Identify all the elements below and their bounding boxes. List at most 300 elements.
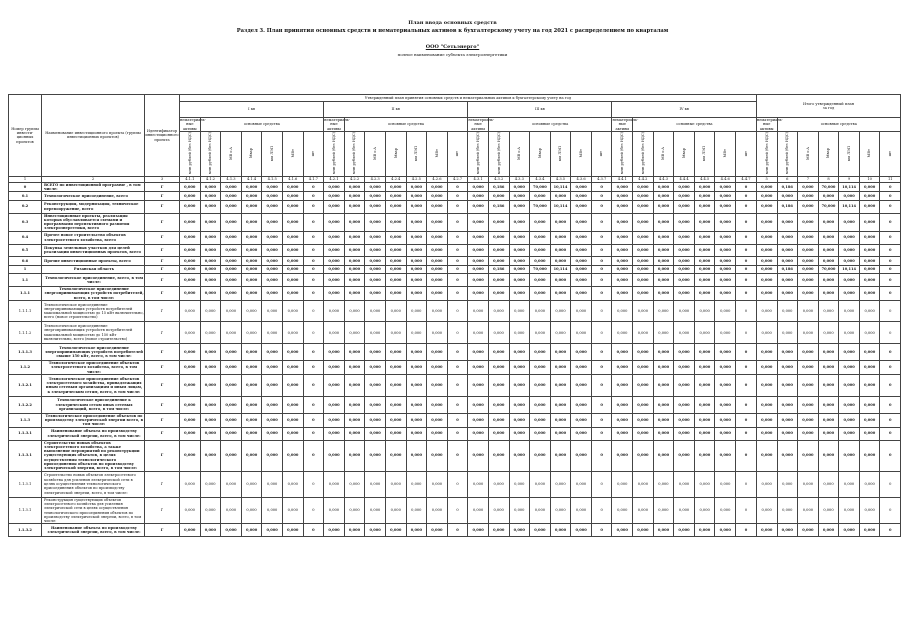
header-unit-cell — [653, 132, 674, 177]
row-value: 0,000 — [468, 265, 489, 273]
row-value: 0,000 — [571, 231, 592, 244]
row-value: 10,114 — [550, 200, 571, 213]
row-value: 0,000 — [282, 257, 303, 265]
row-value: 0,000 — [653, 524, 674, 537]
row-value: 0,000 — [674, 413, 695, 427]
header-fixed-assets: основные средства — [344, 118, 468, 132]
row-value: 0 — [736, 274, 757, 287]
column-number: 4.4.4 — [674, 176, 695, 182]
header-unit-cell — [406, 132, 427, 177]
row-value: 0,000 — [653, 300, 674, 322]
row-value: 0,000 — [859, 497, 880, 524]
row-value: 0,000 — [385, 300, 406, 322]
row-value: 0,000 — [653, 274, 674, 287]
row-value: 0,186 — [488, 265, 509, 273]
row-value: 0,000 — [633, 300, 654, 322]
row-value: 0,000 — [756, 396, 777, 413]
row-value: 0 — [591, 244, 612, 257]
row-value: 0,000 — [530, 322, 551, 344]
row-value: 0,000 — [488, 213, 509, 231]
row-value: 0,000 — [427, 344, 448, 361]
row-value: 0,000 — [530, 274, 551, 287]
row-value: 0,000 — [200, 300, 221, 322]
row-value: 0,000 — [509, 344, 530, 361]
row-value: 0,000 — [777, 213, 798, 231]
row-value: 0,000 — [488, 192, 509, 200]
row-value: 0 — [591, 440, 612, 471]
row-value: 0 — [880, 244, 901, 257]
row-value: 0,000 — [798, 300, 819, 322]
row-value: 0,000 — [839, 524, 860, 537]
row-value: 0,000 — [344, 244, 365, 257]
row-value: 0,000 — [262, 440, 283, 471]
table-body — [9, 182, 901, 536]
header-unit-label: млн рублей (без НДС) — [785, 132, 790, 175]
row-value: 0,000 — [674, 274, 695, 287]
row-value: 0,000 — [488, 361, 509, 375]
row-value: 0,000 — [818, 361, 839, 375]
row-value: 0,000 — [324, 231, 345, 244]
column-number: 4.3.1 — [468, 176, 489, 182]
row-value: 0,000 — [221, 213, 242, 231]
header-fixed-assets: основные средства — [200, 118, 324, 132]
row-value: 0,000 — [839, 396, 860, 413]
row-value: 0,000 — [344, 361, 365, 375]
row-value: 0,000 — [488, 257, 509, 265]
table-row — [9, 440, 901, 471]
row-project-id: Г — [145, 213, 180, 231]
row-value: 0,000 — [344, 344, 365, 361]
row-value: 0,000 — [653, 322, 674, 344]
table-row — [9, 300, 901, 322]
row-value: 0,000 — [509, 257, 530, 265]
header-unit-label: млн рублей (без НДС) — [640, 132, 645, 175]
row-value: 0,000 — [653, 182, 674, 192]
row-value: 0,000 — [324, 286, 345, 300]
row-value: 0 — [303, 286, 324, 300]
header-unit-cell — [282, 132, 303, 177]
row-value: 0,000 — [365, 244, 386, 257]
table-row — [9, 375, 901, 397]
table-row — [9, 192, 901, 200]
row-value: 0,000 — [406, 361, 427, 375]
row-value: 0,000 — [324, 322, 345, 344]
row-value: 0,000 — [324, 274, 345, 287]
row-value: 0,000 — [282, 286, 303, 300]
row-value: 0 — [736, 300, 757, 322]
row-project-name: Рязанская область — [42, 265, 145, 273]
row-value: 0,000 — [612, 396, 633, 413]
row-value: 0,000 — [550, 300, 571, 322]
row-value: 0,000 — [468, 257, 489, 265]
row-value: 0,000 — [756, 200, 777, 213]
row-value: 0,000 — [839, 231, 860, 244]
row-value: 0,000 — [633, 213, 654, 231]
row-value: 0,000 — [530, 440, 551, 471]
column-number: 4.4.6 — [715, 176, 736, 182]
row-value: 0,000 — [509, 182, 530, 192]
row-value: 0,000 — [530, 375, 551, 397]
row-value: 0,000 — [324, 200, 345, 213]
row-value: 0,000 — [612, 413, 633, 427]
row-value: 0,000 — [777, 427, 798, 440]
column-number: 4.1.1 — [180, 176, 201, 182]
header-group-number: Номер группы инвести-ционных проектов — [9, 95, 42, 177]
row-value: 0,000 — [427, 322, 448, 344]
row-value: 0,000 — [633, 286, 654, 300]
row-project-name: Прочие инвестиционные проекты, всего — [42, 257, 145, 265]
row-value: 0 — [880, 274, 901, 287]
row-value: 0,000 — [282, 192, 303, 200]
row-value: 0 — [880, 524, 901, 537]
row-value: 0,000 — [385, 427, 406, 440]
row-value: 0,000 — [365, 300, 386, 322]
row-value: 0,000 — [550, 322, 571, 344]
row-value: 0,000 — [241, 274, 262, 287]
row-value: 0,000 — [571, 274, 592, 287]
row-value: 0,000 — [200, 274, 221, 287]
header-unit-label: млн рублей (без НДС) — [208, 132, 213, 175]
column-number: 11 — [880, 176, 901, 182]
row-value: 0 — [447, 344, 468, 361]
row-value: 0,000 — [798, 524, 819, 537]
row-value: 0,000 — [262, 497, 283, 524]
row-value: 0 — [736, 322, 757, 344]
row-value: 70,000 — [818, 182, 839, 192]
row-value: 0,000 — [262, 413, 283, 427]
row-value: 0,000 — [633, 361, 654, 375]
row-value: 0,000 — [241, 300, 262, 322]
row-value: 0,000 — [344, 265, 365, 273]
row-value: 0,000 — [180, 265, 201, 273]
row-value: 0,000 — [385, 231, 406, 244]
row-value: 0,000 — [530, 213, 551, 231]
row-value: 0,000 — [694, 265, 715, 273]
header-unit-label: млн рублей (без НДС) — [475, 132, 480, 175]
row-project-id: Г — [145, 440, 180, 471]
row-value: 0,000 — [550, 244, 571, 257]
row-value: 0,000 — [344, 300, 365, 322]
row-value: 0,000 — [406, 192, 427, 200]
row-value: 0,000 — [839, 375, 860, 397]
row-value: 0,000 — [694, 375, 715, 397]
row-value: 0,000 — [715, 396, 736, 413]
row-value: 0 — [880, 396, 901, 413]
row-value: 0,000 — [365, 361, 386, 375]
row-value: 0,000 — [798, 471, 819, 497]
row-value: 0,000 — [488, 497, 509, 524]
row-project-id: Г — [145, 192, 180, 200]
row-value: 0,000 — [241, 375, 262, 397]
row-value: 0,000 — [674, 375, 695, 397]
row-value: 0,000 — [406, 244, 427, 257]
column-number: 4.3.7 — [591, 176, 612, 182]
column-number: 8 — [818, 176, 839, 182]
row-value: 0 — [303, 257, 324, 265]
column-number: 5 — [756, 176, 777, 182]
row-value: 0,000 — [777, 497, 798, 524]
organization-name: ООО "Сетьэнерго" — [425, 44, 480, 50]
row-value: 0,000 — [468, 322, 489, 344]
row-value: 0,000 — [612, 265, 633, 273]
row-value: 0,000 — [324, 524, 345, 537]
row-project-name: Технологическое присоединение энергопринимающих устройств потребителей свыше 150 кВт, всего, в том числе: — [42, 344, 145, 361]
row-value: 0 — [880, 192, 901, 200]
row-value: 0,000 — [633, 497, 654, 524]
row-value: 0,000 — [509, 396, 530, 413]
header-quarter-4: IV кв — [612, 102, 756, 118]
header-unit-label: млн рублей (без НДС) — [620, 132, 625, 175]
row-value: 0,000 — [241, 497, 262, 524]
row-value: 0,000 — [653, 440, 674, 471]
row-value: 0 — [303, 344, 324, 361]
table-row — [9, 244, 901, 257]
row-value: 0,000 — [653, 265, 674, 273]
row-value: 0,000 — [818, 440, 839, 471]
row-value: 0,000 — [571, 344, 592, 361]
row-value: 0,000 — [262, 231, 283, 244]
column-number: 10 — [859, 176, 880, 182]
row-value: 0,000 — [180, 192, 201, 200]
row-value: 0,000 — [818, 244, 839, 257]
row-project-name: Покупка земельных участков для целей реализации инвестиционных проектов, всего — [42, 244, 145, 257]
row-group-number: 1.1.3.2 — [9, 524, 42, 537]
row-value: 0,000 — [694, 182, 715, 192]
row-value: 0 — [591, 257, 612, 265]
row-project-name: Реконструкция, модернизация, техническое перевооружение, всего — [42, 200, 145, 213]
row-value: 0,000 — [818, 213, 839, 231]
row-value: 0 — [591, 413, 612, 427]
row-value: 0,000 — [612, 213, 633, 231]
row-value: 0,000 — [859, 244, 880, 257]
row-value: 0,000 — [859, 440, 880, 471]
row-value: 0 — [880, 286, 901, 300]
row-value: 0,000 — [839, 300, 860, 322]
row-value: 0 — [447, 257, 468, 265]
row-value: 0,000 — [324, 361, 345, 375]
document-title: План ввода основных средств — [408, 20, 497, 26]
row-value: 0,000 — [241, 213, 262, 231]
header-unit-label: шт — [599, 150, 604, 156]
row-value: 0,000 — [180, 182, 201, 192]
row-value: 70,000 — [530, 200, 551, 213]
row-value: 0,000 — [180, 524, 201, 537]
table-row — [9, 427, 901, 440]
row-value: 0,000 — [365, 344, 386, 361]
row-value: 0 — [591, 344, 612, 361]
row-value: 0,000 — [488, 274, 509, 287]
row-value: 0,000 — [530, 244, 551, 257]
row-value: 0,000 — [859, 396, 880, 413]
header-unit-cell — [303, 132, 324, 177]
row-value: 0,000 — [324, 497, 345, 524]
header-unit-cell — [571, 132, 592, 177]
row-value: 0,000 — [530, 427, 551, 440]
row-value: 0,000 — [612, 375, 633, 397]
row-value: 0,000 — [241, 192, 262, 200]
row-value: 0,000 — [798, 413, 819, 427]
row-value: 0 — [880, 200, 901, 213]
row-value: 0,000 — [282, 244, 303, 257]
row-value: 0,000 — [571, 182, 592, 192]
row-group-number: 1.1.3.1 — [9, 440, 42, 471]
row-value: 0,000 — [509, 375, 530, 397]
row-value: 0,000 — [859, 265, 880, 273]
row-value: 0 — [880, 257, 901, 265]
row-value: 0,000 — [221, 322, 242, 344]
row-value: 0,000 — [633, 413, 654, 427]
table-row — [9, 497, 901, 524]
row-value: 0,000 — [715, 344, 736, 361]
row-value: 0,000 — [509, 286, 530, 300]
row-value: 0,000 — [509, 265, 530, 273]
header-unit-label: Мвар — [681, 148, 686, 159]
row-value: 0,000 — [406, 497, 427, 524]
row-value: 0,000 — [180, 244, 201, 257]
row-value: 0 — [303, 231, 324, 244]
row-project-name: Наименование объекта по производству электрической энергии, всего, в том числе: — [42, 427, 145, 440]
row-value: 0,000 — [344, 286, 365, 300]
row-value: 0,000 — [550, 427, 571, 440]
row-project-name: Технологическое присоединение, всего — [42, 192, 145, 200]
row-value: 0,000 — [777, 440, 798, 471]
row-group-number: 1.1.3.1 — [9, 497, 42, 524]
row-value: 0 — [591, 300, 612, 322]
row-value: 0,000 — [180, 497, 201, 524]
row-value: 0,000 — [324, 265, 345, 273]
row-value: 0,000 — [365, 413, 386, 427]
column-number: 4.1.2 — [200, 176, 221, 182]
column-number: 4.4.3 — [653, 176, 674, 182]
row-value: 0,000 — [200, 231, 221, 244]
row-value: 0 — [447, 361, 468, 375]
row-value: 0,000 — [468, 524, 489, 537]
row-value: 0,000 — [427, 286, 448, 300]
row-project-name: Технологическое присоединение энергопринимающих устройств потребителей максимальной мощностью до 15 кВт включительно, всего (новое строительство) — [42, 300, 145, 322]
header-unit-cell — [859, 132, 880, 177]
row-value: 0,000 — [571, 427, 592, 440]
row-value: 0,000 — [715, 182, 736, 192]
row-value: 0,000 — [427, 375, 448, 397]
row-value: 0,000 — [859, 413, 880, 427]
header-intangible-assets: нематериаль-ные активы — [180, 118, 206, 131]
row-value: 10,114 — [839, 200, 860, 213]
row-value: 0,000 — [612, 344, 633, 361]
row-value: 0,000 — [365, 396, 386, 413]
header-unit-label: шт — [455, 150, 460, 156]
table-row — [9, 344, 901, 361]
table-row — [9, 182, 901, 192]
row-value: 0,000 — [344, 440, 365, 471]
row-value: 0,000 — [715, 427, 736, 440]
row-value: 0 — [447, 497, 468, 524]
row-value: 0,000 — [694, 274, 715, 287]
header-unit-label: км ЛЭП — [269, 145, 274, 161]
row-value: 0,000 — [468, 200, 489, 213]
row-value: 0,186 — [488, 182, 509, 192]
row-value: 0,000 — [694, 471, 715, 497]
header-unit-cell — [818, 132, 839, 177]
row-value: 0,000 — [344, 524, 365, 537]
row-value: 0,000 — [324, 396, 345, 413]
row-value: 0,000 — [385, 471, 406, 497]
row-value: 0,000 — [571, 361, 592, 375]
row-value: 0,000 — [427, 182, 448, 192]
row-value: 0,000 — [571, 265, 592, 273]
row-value: 0 — [736, 497, 757, 524]
row-value: 0,000 — [756, 244, 777, 257]
row-value: 0,000 — [406, 375, 427, 397]
row-value: 0,000 — [344, 274, 365, 287]
header-unit-label: шт — [311, 150, 316, 156]
row-value: 0,000 — [200, 257, 221, 265]
row-value: 0,000 — [344, 322, 365, 344]
row-value: 0,000 — [674, 182, 695, 192]
table-row — [9, 200, 901, 213]
row-value: 0,000 — [221, 427, 242, 440]
row-value: 0,000 — [694, 257, 715, 265]
column-number: 6 — [777, 176, 798, 182]
investment-plan-table — [8, 94, 901, 537]
row-value: 0,000 — [756, 471, 777, 497]
row-value: 0 — [303, 524, 324, 537]
row-value: 0,000 — [282, 497, 303, 524]
row-value: 0,000 — [633, 200, 654, 213]
column-number: 4.2.6 — [427, 176, 448, 182]
row-value: 0,000 — [859, 375, 880, 397]
row-value: 0 — [303, 192, 324, 200]
row-value: 0,000 — [839, 361, 860, 375]
row-value: 0,000 — [777, 192, 798, 200]
row-value: 0 — [880, 300, 901, 322]
row-project-name: Технологическое присоединение энергопринимающих устройств потребителей максимальной мощностью до 150 кВт включительно, всего (новое строительство) — [42, 322, 145, 344]
row-group-number: 1.1.1.1 — [9, 300, 42, 322]
table-row — [9, 231, 901, 244]
row-value: 0,000 — [427, 396, 448, 413]
header-fixed-assets: основные средства — [488, 118, 612, 132]
row-value: 0,000 — [859, 471, 880, 497]
row-value: 0,000 — [406, 231, 427, 244]
row-value: 70,000 — [530, 182, 551, 192]
row-value: 0,000 — [385, 265, 406, 273]
row-value: 0,000 — [798, 182, 819, 192]
row-value: 0,000 — [653, 344, 674, 361]
row-value: 0,000 — [694, 497, 715, 524]
row-value: 0,000 — [344, 257, 365, 265]
header-unit-cell — [550, 132, 571, 177]
row-group-number: 1.1.1.2 — [9, 322, 42, 344]
row-value: 0,000 — [427, 274, 448, 287]
row-value: 0 — [447, 471, 468, 497]
row-value: 0 — [880, 361, 901, 375]
row-value: 0,000 — [818, 231, 839, 244]
row-value: 0,000 — [674, 396, 695, 413]
row-value: 0 — [447, 322, 468, 344]
row-group-number: 1.1 — [9, 274, 42, 287]
row-value: 0,000 — [674, 524, 695, 537]
row-value: 0,000 — [839, 244, 860, 257]
row-value: 0,000 — [715, 361, 736, 375]
row-value: 0,000 — [385, 274, 406, 287]
row-value: 0,000 — [385, 286, 406, 300]
row-value: 0,000 — [612, 200, 633, 213]
row-value: 0,000 — [180, 274, 201, 287]
row-value: 0 — [880, 427, 901, 440]
row-value: 0,000 — [241, 413, 262, 427]
row-value: 0,000 — [859, 322, 880, 344]
row-value: 0,000 — [406, 344, 427, 361]
row-value: 0,000 — [674, 286, 695, 300]
